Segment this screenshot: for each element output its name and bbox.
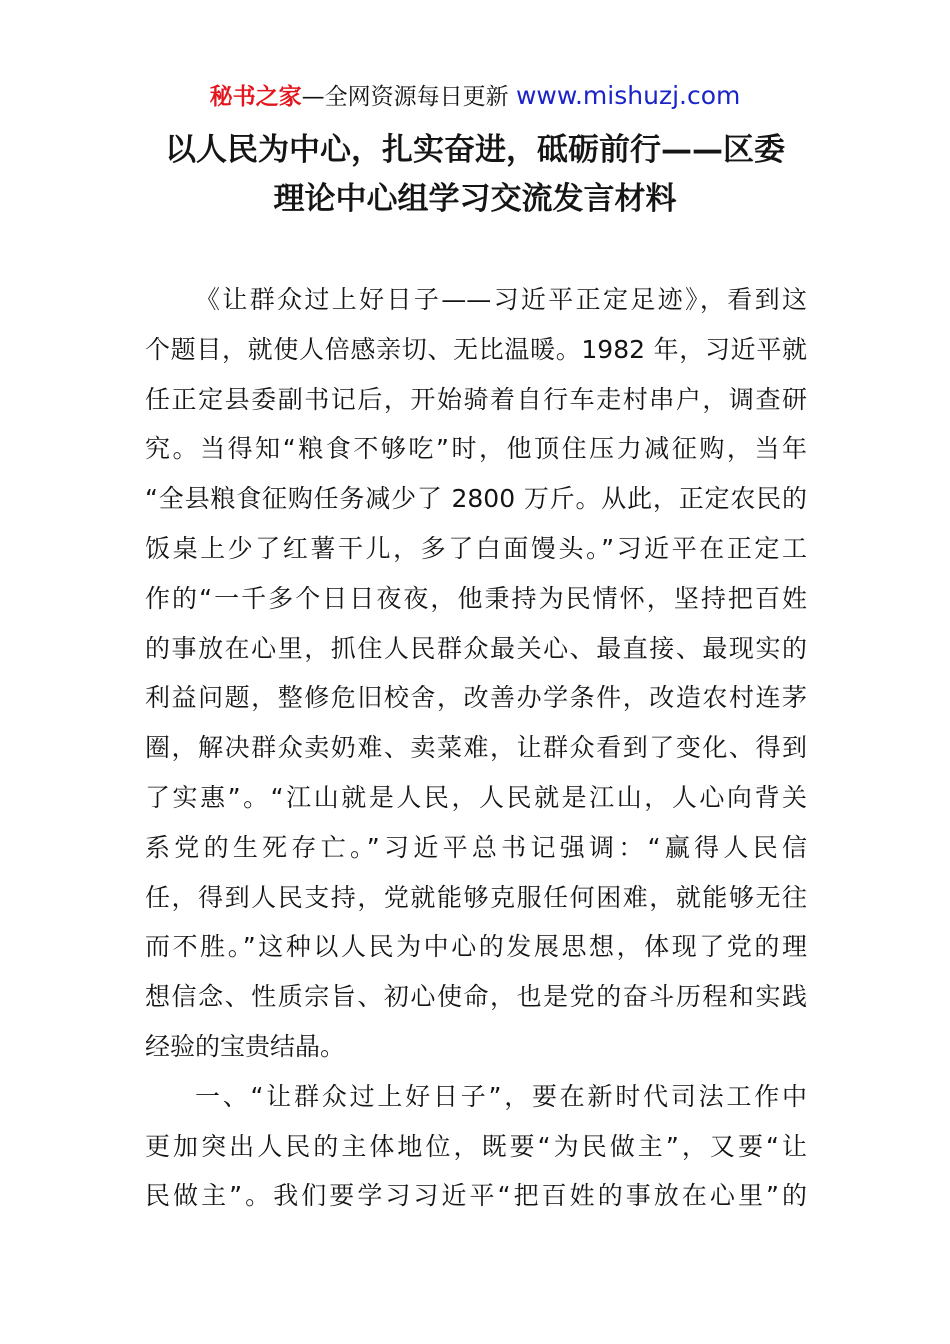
text-line: 圈，解决群众卖奶难、卖菜难，让群众看到了变化、得到 [145,733,807,763]
text-line: 民做主”。我们要学习习近平“把百姓的事放在心里”的 [145,1181,807,1211]
text-line: 究。当得知“粮食不够吃”时，他顶住压力减征购，当年 [145,434,807,464]
brand-name: 秘书之家 [209,84,302,110]
site-url[interactable]: www.mishuzj.com [515,81,741,110]
text-line: 一、“让群众过上好日子”，要在新时代司法工作中 [195,1081,807,1111]
paragraph [145,1072,807,1221]
text-line: 的事放在心里，抓住人民群众最关心、最直接、最现实的 [145,633,807,663]
text-line: 经验的宝贵结晶。 [145,1031,346,1061]
text-line: 系党的生死存亡。”习近平总书记强调：“赢得人民信 [145,832,807,862]
paragraph [145,275,807,1072]
text-line: 利益问题，整修危旧校舍，改善办学条件，改造农村连茅 [145,683,807,713]
document-body [145,275,807,1221]
text-line: 个题目，就使人倍感亲切、无比温暖。1982 年，习近平就 [145,334,807,364]
header-tagline: —全网资源每日更新 [301,84,516,110]
title-line: 以人民为中心，扎实奋进，砥砺前行——区委 [165,132,785,168]
text-line: 任，得到人民支持，党就能够克服任何困难，就能够无往 [145,882,807,912]
text-line: 《让群众过上好日子——习近平正定足迹》，看到这 [195,285,807,314]
text-line: 更加突出人民的主体地位，既要“为民做主”，又要“让 [145,1131,807,1161]
text-line: 了实惠”。“江山就是人民，人民就是江山，人心向背关 [145,782,807,812]
text-line: 作的“一千多个日日夜夜，他秉持为民情怀，坚持把百姓 [145,583,807,613]
text-line: 饭桌上少了红薯干儿，多了白面馒头。”习近平在正定工 [145,533,807,563]
document-title [110,126,840,224]
text-line: 任正定县委副书记后，开始骑着自行车走村串户，调查研 [145,384,807,414]
text-line: 而不胜。”这种以人民为中心的发展思想，体现了党的理 [145,932,807,962]
text-line: 想信念、性质宗旨、初心使命，也是党的奋斗历程和实践 [145,982,807,1012]
title-line: 理论中心组学习交流发言材料 [273,181,677,217]
site-header [0,80,950,113]
text-line: “全县粮食征购任务减少了 2800 万斤。从此，正定农民的 [145,484,807,514]
